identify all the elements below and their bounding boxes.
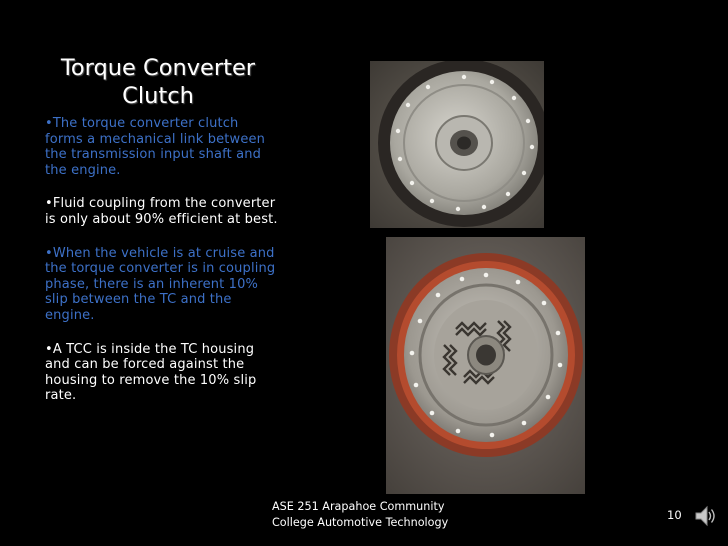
speaker-icon[interactable] [694, 504, 716, 528]
torque-converter-clutch-illustration [386, 237, 585, 494]
bullet-item: •Fluid coupling from the converter is only about 90% efficient at best. [45, 196, 278, 227]
torque-converter-cover-photo [370, 61, 544, 228]
slide-title-line-1: Torque Converter [60, 55, 256, 81]
torque-converter-cover-illustration [370, 61, 544, 228]
page-number: 10 [667, 508, 682, 522]
bullet-item: •When the vehicle is at cruise and the torque converter is in coupling phase, there is an inherent 10% slip between the TC and the engine. [45, 245, 276, 323]
footer-line-2: College Automotive Technology [272, 516, 449, 529]
bullet-item: •A TCC is inside the TC housing and can be forced against the housing to remove the 10% slip rate. [45, 341, 257, 404]
slide-title [40, 54, 276, 110]
bullet-item: •The torque converter clutch forms a mechanical link between the transmission input shaft and the engine. [45, 116, 266, 178]
slide-footer [272, 499, 482, 531]
bullet-list [45, 116, 280, 422]
footer-line-1: ASE 251 Arapahoe Community [272, 500, 445, 513]
slide-title-line-2: Clutch [122, 83, 194, 109]
torque-converter-clutch-disc-photo [386, 237, 585, 494]
